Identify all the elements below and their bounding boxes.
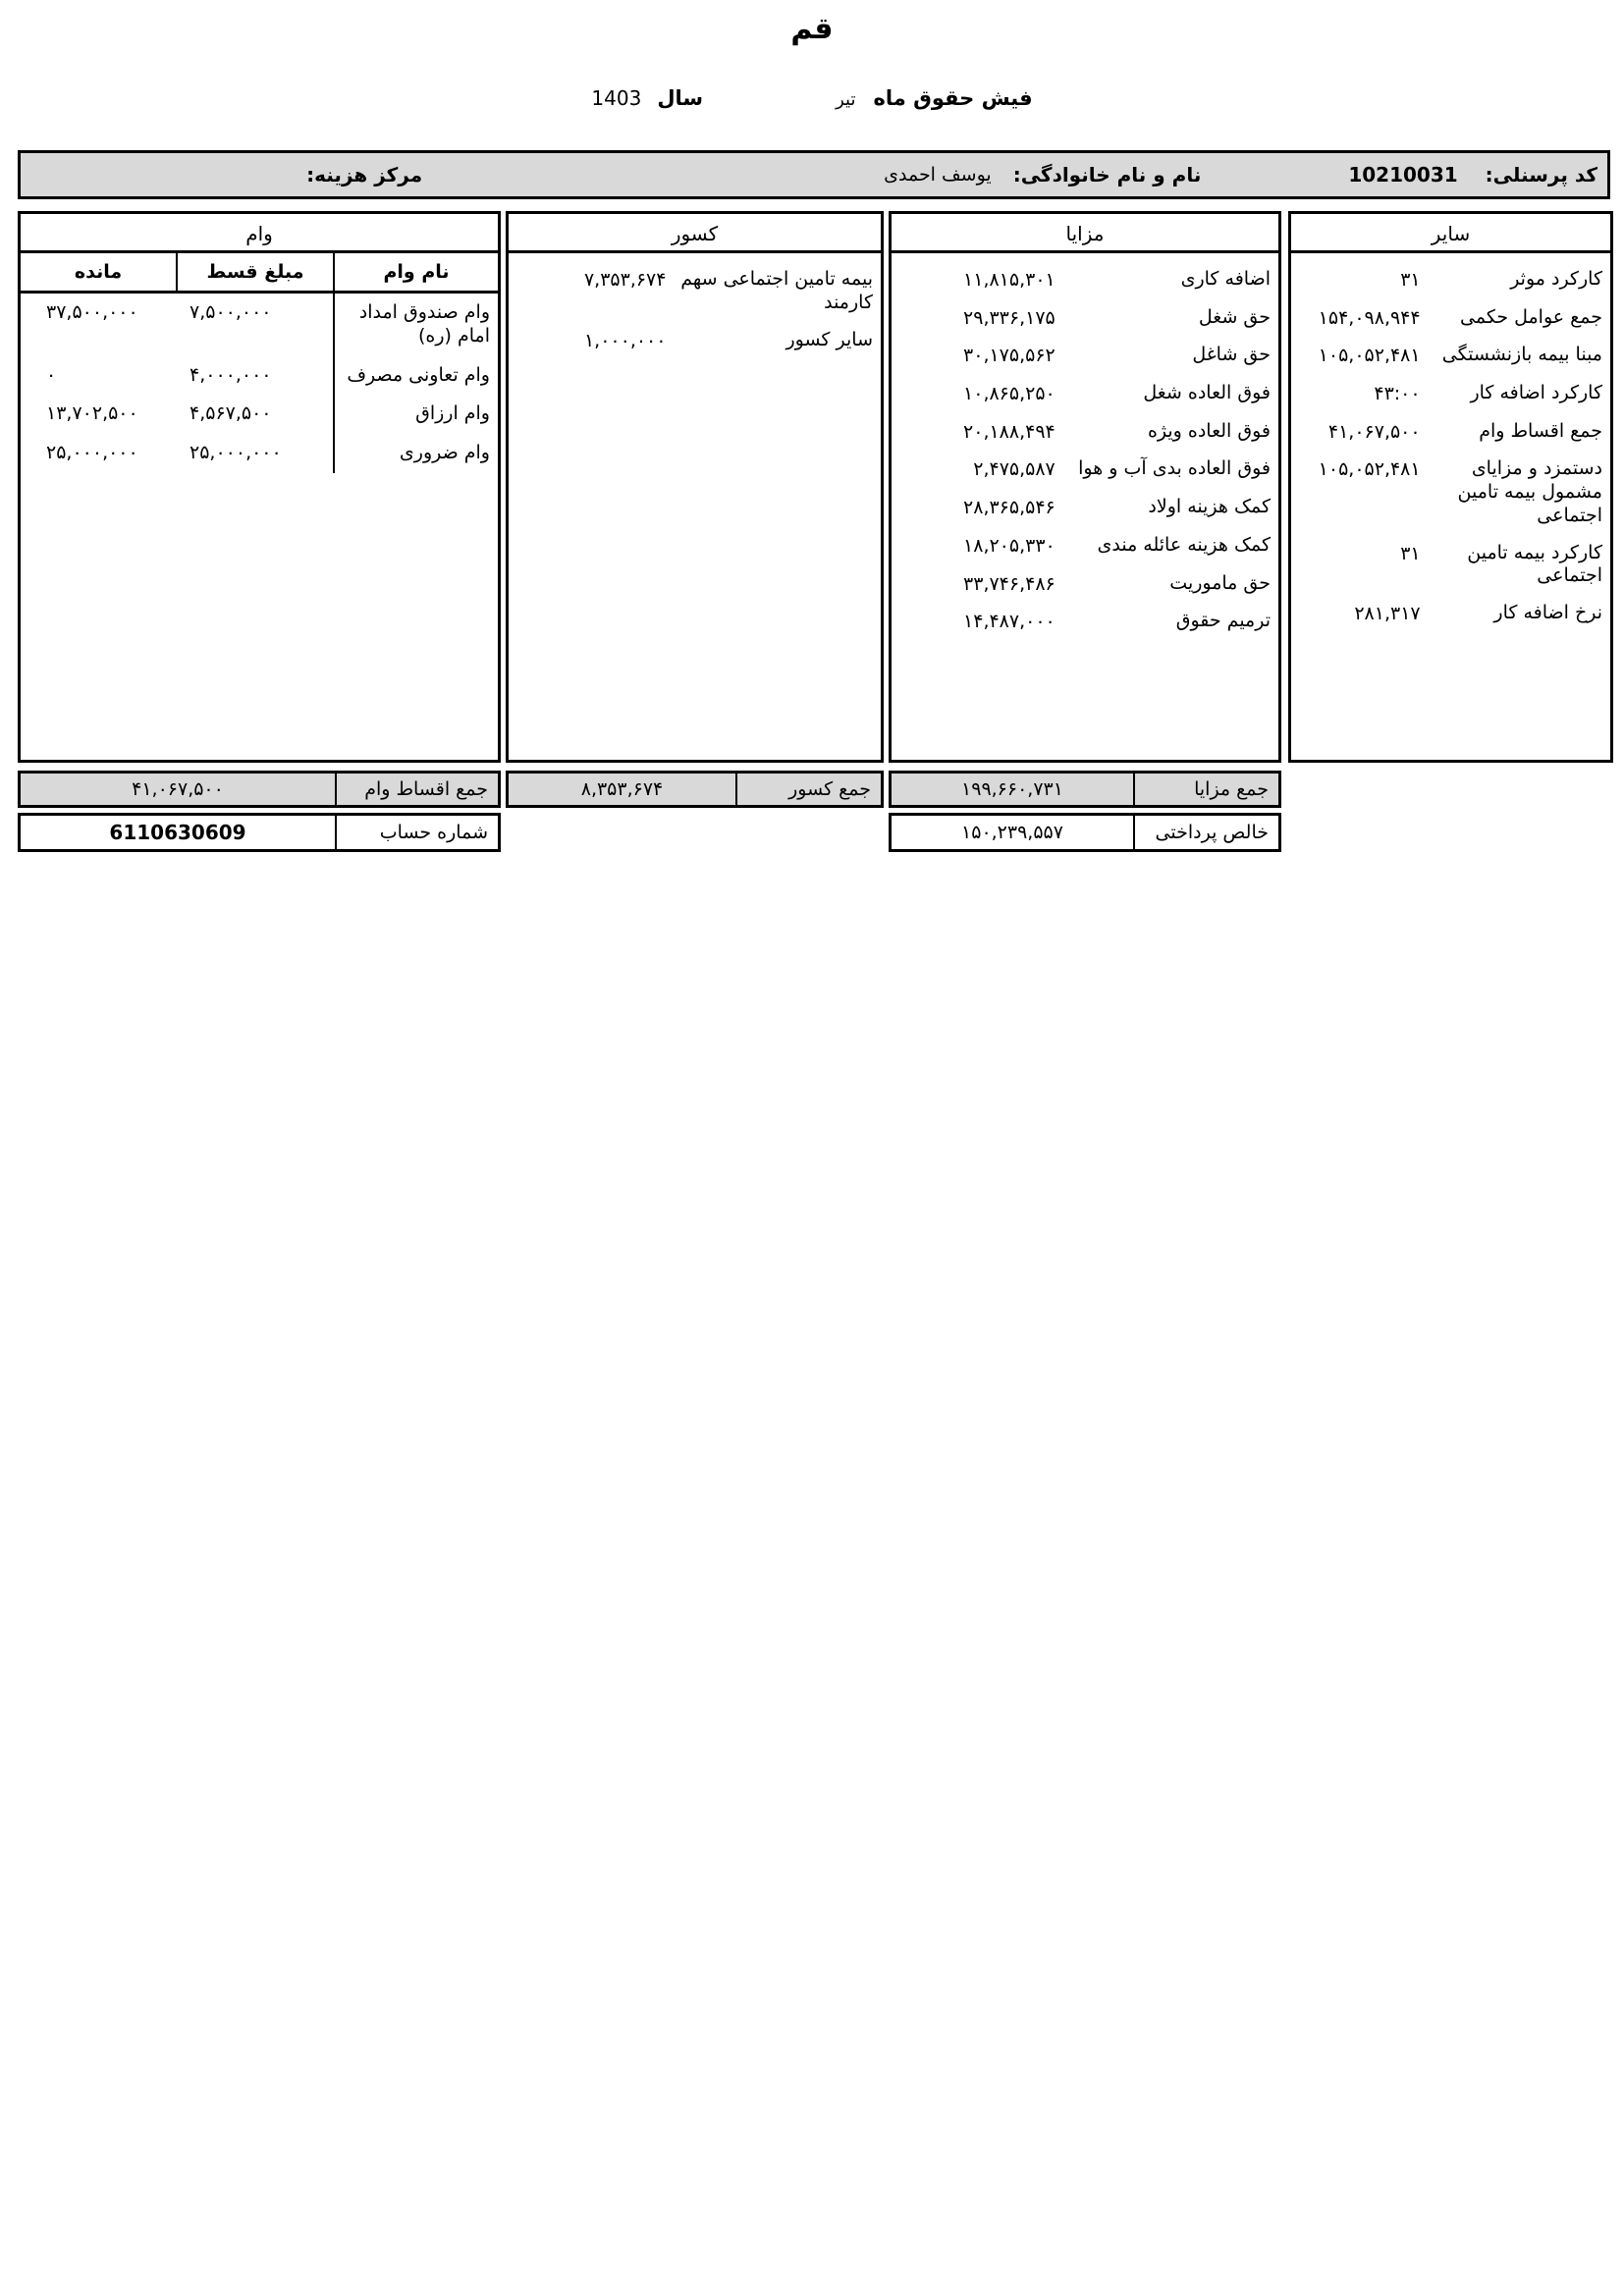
deduction-label: سایر کسور [785, 328, 873, 350]
loan-installment: ۲۵,۰۰۰,۰۰۰ [189, 442, 282, 463]
other-row [1299, 375, 1602, 413]
benefits-total-label: جمع مزایا [1133, 774, 1278, 805]
other-row [1299, 337, 1602, 375]
loan-balance: ۱۳,۷۰۲,۵۰۰ [46, 402, 138, 425]
benefit-value: ۲۸,۳۶۵,۵۴۶ [963, 497, 1056, 519]
other-row [1299, 261, 1602, 299]
deductions-items [509, 253, 881, 359]
benefit-row [899, 603, 1271, 641]
benefit-value: ۳۳,۷۴۶,۴۸۶ [963, 572, 1056, 595]
deductions-total-label: جمع کسور [735, 774, 881, 805]
loan-balance: ۲۵,۰۰۰,۰۰۰ [46, 442, 138, 463]
other-row [1299, 451, 1602, 534]
other-item-value: ۱۰۵,۰۵۲,۴۸۱ [1318, 345, 1421, 367]
other-item-label: کارکرد موثر [1510, 268, 1602, 290]
loan-name: وام ضروری [399, 442, 490, 463]
benefit-label: حق شاغل [1192, 344, 1271, 366]
net-pay-row [889, 813, 1281, 852]
benefit-value: ۱۴,۴۸۷,۰۰۰ [963, 611, 1056, 633]
loans-total-label: جمع اقساط وام [335, 774, 498, 805]
employee-header-band [18, 150, 1610, 199]
benefit-label: ترمیم حقوق [1175, 610, 1271, 632]
loans-table-header [21, 253, 498, 294]
loan-installment: ۷,۵۰۰,۰۰۰ [189, 301, 272, 323]
loan-installment: ۴,۵۶۷,۵۰۰ [189, 402, 272, 425]
deduction-row [516, 322, 873, 360]
payslip-subtitle [0, 86, 1624, 110]
net-pay-value: ۱۵۰,۲۳۹,۵۵۷ [961, 822, 1063, 843]
loan-row [21, 395, 498, 434]
other-item-label: دستمزد و مزایای مشمول بیمه تامین اجتماعی [1457, 457, 1602, 526]
other-item-label: نرخ اضافه کار [1493, 602, 1602, 624]
benefit-value: ۲,۴۷۵,۵۸۷ [973, 458, 1056, 481]
benefit-row [899, 261, 1271, 299]
benefit-row [899, 489, 1271, 527]
loan-row [21, 434, 498, 473]
loan-row [21, 294, 498, 356]
loan-row [21, 356, 498, 396]
account-number-label: شماره حساب [335, 816, 498, 849]
benefit-value: ۲۰,۱۸۸,۴۹۴ [963, 420, 1056, 443]
net-pay-label: خالص پرداختی [1133, 816, 1278, 849]
loan-installment-column-header: مبلغ قسط [176, 253, 333, 291]
benefit-value: ۱۰,۸۶۵,۲۵۰ [963, 383, 1056, 405]
other-section-title: سایر [1291, 214, 1610, 253]
deduction-row [516, 261, 873, 322]
other-item-label: جمع اقساط وام [1479, 419, 1602, 442]
benefit-label: حق شغل [1198, 305, 1271, 328]
other-item-value: ۳۱ [1400, 269, 1421, 291]
benefit-row [899, 565, 1271, 604]
loan-name: وام صندوق امداد امام (ره) [358, 301, 490, 347]
loan-installment: ۴,۰۰۰,۰۰۰ [189, 363, 272, 386]
benefit-label: فوق العاده ویژه [1147, 419, 1271, 442]
benefit-label: حق ماموریت [1169, 571, 1271, 594]
benefit-row [899, 527, 1271, 565]
other-item-value: ۴۳:۰۰ [1374, 383, 1421, 405]
other-section [1288, 211, 1613, 763]
other-item-value: ۱۰۵,۰۵۲,۴۸۱ [1318, 458, 1421, 481]
benefit-label: فوق العاده شغل [1143, 382, 1271, 404]
loans-table-rows [21, 294, 498, 473]
loan-balance: ۳۷,۵۰۰,۰۰۰ [46, 301, 138, 323]
other-item-value: ۲۸۱,۳۱۷ [1354, 603, 1421, 625]
benefits-items [892, 253, 1278, 641]
loans-total-row [18, 771, 501, 808]
benefit-row [899, 375, 1271, 413]
benefit-label: اضافه کاری [1180, 268, 1271, 290]
other-item-label: جمع عوامل حکمی [1460, 305, 1602, 328]
benefit-value: ۲۹,۳۳۶,۱۷۵ [963, 306, 1056, 329]
year-value: 1403 [591, 86, 642, 110]
month-value: تیر [836, 89, 856, 110]
benefit-value: ۱۸,۲۰۵,۳۳۰ [963, 534, 1056, 557]
loan-balance: ۰ [46, 363, 57, 386]
account-number-row [18, 813, 501, 852]
deductions-total-row [506, 771, 884, 808]
benefit-label: فوق العاده بدی آب و هوا [1078, 457, 1271, 480]
full-name-label: نام و نام خانوادگی: [1012, 163, 1202, 187]
benefit-value: ۳۰,۱۷۵,۵۶۲ [963, 345, 1056, 367]
benefits-section [889, 211, 1281, 763]
other-row [1299, 413, 1602, 452]
benefit-row [899, 451, 1271, 489]
deductions-section [506, 211, 884, 763]
account-number-value: 6110630609 [109, 821, 246, 844]
benefit-value: ۱۱,۸۱۵,۳۰۱ [963, 269, 1056, 291]
benefit-row [899, 299, 1271, 338]
deduction-value: ۱,۰۰۰,۰۰۰ [583, 329, 667, 351]
cost-center-label: مرکز هزینه: [306, 163, 423, 187]
other-row [1299, 595, 1602, 633]
other-item-value: ۳۱ [1400, 542, 1421, 564]
loan-name-column-header: نام وام [333, 253, 498, 291]
benefit-row [899, 413, 1271, 452]
payslip-title: فیش حقوق ماه [873, 86, 1033, 110]
loans-section [18, 211, 501, 763]
other-item-label: مبنا بیمه بازنشستگی [1441, 344, 1602, 366]
full-name-value: یوسف احمدی [884, 164, 992, 186]
loans-total-value: ۴۱,۰۶۷,۵۰۰ [132, 778, 224, 800]
other-item-label: کارکرد بیمه تامین اجتماعی [1467, 541, 1602, 587]
other-items [1291, 253, 1610, 633]
year-label: سال [657, 86, 704, 110]
benefits-total-row [889, 771, 1281, 808]
deductions-section-title: کسور [509, 214, 881, 253]
loan-name: وام تعاونی مصرف [347, 363, 490, 386]
benefit-label: کمک هزینه اولاد [1148, 496, 1271, 518]
other-item-value: ۴۱,۰۶۷,۵۰۰ [1327, 420, 1421, 443]
city-title: قم [790, 12, 834, 46]
personnel-code-label: کد پرسنلی: [1485, 163, 1597, 187]
loan-name: وام ارزاق [415, 402, 490, 425]
loans-section-title: وام [21, 214, 498, 253]
benefits-total-value: ۱۹۹,۶۶۰,۷۳۱ [961, 778, 1063, 800]
loan-balance-column-header: مانده [74, 261, 123, 283]
benefits-section-title: مزایا [892, 214, 1278, 253]
other-row [1299, 535, 1602, 596]
personnel-code-value: 10210031 [1348, 163, 1458, 187]
loans-column-divider [333, 294, 335, 473]
other-item-label: کارکرد اضافه کار [1470, 382, 1602, 404]
benefit-label: کمک هزینه عائله مندی [1097, 533, 1271, 556]
other-row [1299, 299, 1602, 338]
deductions-total-value: ۸,۳۵۳,۶۷۴ [580, 778, 664, 800]
deduction-value: ۷,۳۵۳,۶۷۴ [583, 269, 667, 291]
benefit-row [899, 337, 1271, 375]
deduction-label: بیمه تامین اجتماعی سهم کارمند [680, 268, 873, 313]
other-item-value: ۱۵۴,۰۹۸,۹۴۴ [1318, 306, 1421, 329]
